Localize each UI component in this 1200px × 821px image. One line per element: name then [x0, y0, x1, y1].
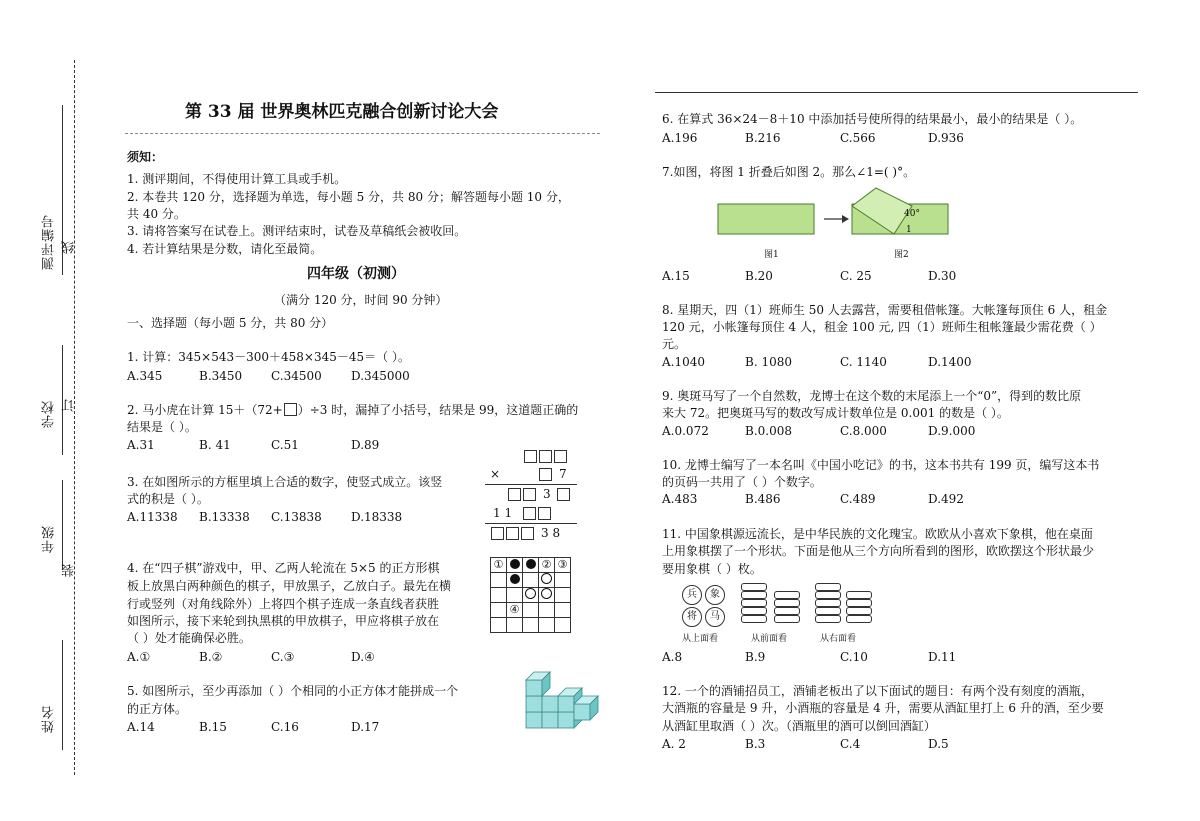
- chess-piece-bing: 兵: [682, 585, 702, 605]
- chess-piece-ma: 马: [705, 607, 725, 627]
- piece-side: [774, 591, 800, 599]
- q4-opt-d: D.④: [351, 650, 375, 664]
- q4-text-2: 板上放黑白两种颜色的棋子，甲放黑子，乙放白子。最先在横: [127, 579, 452, 593]
- grade-underline: [62, 480, 63, 570]
- board-cell: [555, 573, 571, 588]
- piece-side: [815, 599, 841, 607]
- name-label: 姓名: [42, 705, 57, 733]
- board-cell: [523, 618, 539, 633]
- q10-opt-c: C.489: [840, 492, 876, 506]
- board-cell: [539, 603, 555, 618]
- grade-label: 年级: [42, 525, 57, 553]
- board-cell: [523, 558, 539, 573]
- id-label: 测评编号: [42, 214, 57, 270]
- score-time: （满分 120 分，时间 90 分钟）: [274, 293, 448, 307]
- piece-side: [846, 615, 872, 623]
- q3-text-2: 式的积是（ ）。: [127, 492, 209, 506]
- q11-opt-b: B.9: [745, 650, 766, 664]
- q12-opt-d: D.5: [928, 737, 949, 751]
- name-underline: [62, 640, 63, 750]
- q4-text: 4. 在“四子棋”游戏中，甲、乙两人轮流在 5×5 的正方形棋: [127, 561, 440, 575]
- board-cell: [523, 603, 539, 618]
- ding-mark: 订: [62, 398, 77, 412]
- digit-box: [491, 527, 504, 540]
- board-cell: [539, 618, 555, 633]
- cube-stack-figure: [524, 668, 606, 732]
- q10-text: 10. 龙博士编写了一本名叫《中国小吃记》的书，这本书共有 199 页，编写这本书: [662, 458, 1100, 472]
- digit-box: [523, 507, 536, 520]
- q11-text-3: 要用象棋（ ）枚。: [662, 562, 762, 576]
- view-front-caption: 从前面看: [751, 634, 788, 644]
- white-stone: [541, 588, 552, 599]
- digit-box: [506, 527, 519, 540]
- piece-side: [741, 607, 767, 615]
- q2-opt-c: C.51: [271, 438, 299, 452]
- q7-opt-a: A.15: [662, 269, 690, 283]
- angle-40-label: 40°: [904, 209, 920, 219]
- q9-opt-d: D.9.000: [928, 424, 976, 438]
- q9-opt-c: C.8.000: [840, 424, 887, 438]
- piece-side: [846, 607, 872, 615]
- digit-box: [554, 450, 567, 463]
- notice-2: 2. 本卷共 120 分，选择题为单选，每小题 5 分，共 80 分；解答题每小题 10 分，: [127, 190, 570, 204]
- q8-text-3: 元。: [662, 337, 687, 351]
- q12-opt-a: A. 2: [662, 737, 686, 751]
- piece-side: [774, 615, 800, 623]
- title-dashed-rule: [125, 133, 600, 134]
- q4-opt-a: A.①: [127, 650, 151, 664]
- q3-opt-b: B.13338: [199, 510, 250, 524]
- q3-opt-d: D.18338: [351, 510, 403, 524]
- piece-side: [774, 599, 800, 607]
- q12-opt-c: C.4: [840, 737, 861, 751]
- black-stone: [526, 559, 536, 569]
- q1-text: 1. 计算：345×543－300＋458×345－45＝（ ）。: [127, 350, 410, 364]
- q5-text-2: 的正方体。: [127, 702, 188, 716]
- board-cell: [523, 573, 539, 588]
- digit-box: [539, 450, 552, 463]
- q7-opt-b: B.20: [745, 269, 773, 283]
- q12-opt-b: B.3: [745, 737, 766, 751]
- piece-side: [815, 607, 841, 615]
- q9-opt-a: A.0.072: [662, 424, 709, 438]
- blank-box: [284, 403, 297, 416]
- q4-opt-c: C.③: [271, 650, 295, 664]
- q12-text: 12. 一个的酒铺招员工，酒铺老板出了以下面试的题目：有两个没有刻度的酒瓶，: [662, 684, 1093, 698]
- notice-4: 4. 若计算结果是分数，请化至最简。: [127, 242, 323, 256]
- q9-text: 9. 奥斑马写了一个自然数，龙博士在这个数的末尾添上一个“0”，得到的数比原: [662, 389, 1082, 403]
- view-right-caption: 从右面看: [820, 634, 857, 644]
- q11-opt-d: D.11: [928, 650, 957, 664]
- digit-box: [523, 488, 536, 501]
- chess-piece-jiang: 将: [682, 607, 702, 627]
- q8-opt-a: A.1040: [662, 355, 706, 369]
- digit-7: 7: [559, 467, 567, 481]
- times-sign: ×: [490, 467, 501, 481]
- notice-title: 须知：: [127, 150, 164, 164]
- board-cell: [491, 618, 507, 633]
- q10-opt-b: B.486: [745, 492, 781, 506]
- q5-opt-a: A.14: [127, 720, 155, 734]
- digit-3: 3: [543, 487, 551, 501]
- digit-box: [557, 488, 570, 501]
- q4-text-4: 如图所示，接下来轮到执黑棋的甲放棋子，甲应将棋子放在: [127, 614, 440, 628]
- piece-side: [846, 599, 872, 607]
- digit-box: [521, 527, 534, 540]
- notice-2b: 共 40 分。: [127, 207, 186, 221]
- piece-side: [846, 591, 872, 599]
- q10-opt-d: D.492: [928, 492, 964, 506]
- white-stone: [525, 588, 536, 599]
- q9-text-2: 来大 72。把奥斑马写的数改写成计数单位是 0.001 的数是（ ）。: [662, 406, 1009, 420]
- go-board: [490, 557, 571, 633]
- board-cell: [555, 618, 571, 633]
- q8-text-2: 120 元，小帐篷每顶住 4 人，租金 100 元, 四（1）班师生租帐篷最少需花费（ ）: [662, 320, 1102, 334]
- chess-piece-xiang: 象: [705, 585, 725, 605]
- q9-opt-b: B.0.008: [745, 424, 792, 438]
- q6-opt-b: B.216: [745, 131, 781, 145]
- piece-side: [741, 615, 767, 623]
- q12-text-3: 从酒缸里取酒（ ）次。（酒瓶里的酒可以倒回酒缸）: [662, 719, 936, 733]
- digit-box: [524, 450, 537, 463]
- piece-side: [774, 607, 800, 615]
- binding-dashed-line: [74, 60, 75, 775]
- product-rule-1: [485, 484, 577, 485]
- fig2-caption: 图2: [894, 250, 909, 260]
- digit-box: [539, 468, 552, 481]
- q10-text-2: 的页码一共用了（ ）个数字。: [662, 475, 822, 489]
- q5-text: 5. 如图所示，至少再添加（ ）个相同的小正方体才能拼成一个: [127, 684, 459, 698]
- school-label: 学校: [42, 400, 57, 428]
- mark-4: ④: [507, 603, 523, 618]
- q6-opt-c: C.566: [840, 131, 876, 145]
- mark-3: ③: [555, 558, 571, 573]
- q6-opt-a: A.196: [662, 131, 698, 145]
- q2-text-2: 结果是（ ）。: [127, 420, 197, 434]
- piece-side: [741, 599, 767, 607]
- q12-text-2: 大酒瓶的容量是 9 升，小酒瓶的容量是 4 升，需要从酒缸里打上 6 升的酒，至少要: [662, 701, 1104, 715]
- multiplication-figure: [485, 448, 580, 543]
- digits-38: 3 8: [541, 526, 561, 540]
- angle-1-label: 1: [906, 225, 912, 235]
- q7-opt-d: D.30: [928, 269, 957, 283]
- board-cell: [523, 588, 539, 603]
- zhuang-mark: 装: [62, 563, 77, 577]
- digits-11: 1 1: [493, 506, 513, 520]
- piece-side: [815, 591, 841, 599]
- q1-opt-b: B.3450: [199, 369, 243, 383]
- q11-text: 11. 中国象棋源远流长，是中华民族的文化瑰宝。欧欧从小喜欢下象棋，他在桌面: [662, 527, 1093, 541]
- q2-opt-a: A.31: [127, 438, 155, 452]
- product-rule-2: [485, 523, 577, 524]
- black-stone: [510, 574, 520, 584]
- piece-side: [741, 583, 767, 591]
- board-cell: [507, 588, 523, 603]
- q2-opt-b: B. 41: [199, 438, 231, 452]
- q5-opt-c: C.16: [271, 720, 299, 734]
- q2-opt-d: D.89: [351, 438, 380, 452]
- q8-opt-b: B. 1080: [745, 355, 792, 369]
- q5-opt-d: D.17: [351, 720, 380, 734]
- q2-text: [127, 403, 578, 418]
- q8-opt-d: D.1400: [928, 355, 972, 369]
- black-stone: [510, 559, 520, 569]
- q3-opt-c: C.13838: [271, 510, 322, 524]
- board-cell: [539, 588, 555, 603]
- board-cell: [539, 573, 555, 588]
- board-cell: [507, 573, 523, 588]
- q8-opt-c: C. 1140: [840, 355, 887, 369]
- mark-2: ②: [539, 558, 555, 573]
- q1-opt-a: A.345: [127, 369, 163, 383]
- top-rule: [655, 92, 1138, 93]
- q11-opt-c: C.10: [840, 650, 868, 664]
- q11-opt-a: A.8: [662, 650, 683, 664]
- q8-text: 8. 星期天，四（1）班师生 50 人去露营，需要租借帐篷。大帐篷每顶住 6 人，租金: [662, 303, 1108, 317]
- q4-text-3: 行或竖列（对角线除外）上将四个棋子连成一条直线者获胜: [127, 597, 440, 611]
- piece-side: [815, 583, 841, 591]
- q3-text: 3. 在如图所示的方框里填上合适的数字，使竖式成立。该竖: [127, 475, 443, 489]
- page-title: 第 33 届 世界奥林匹克融合创新讨论大会: [185, 102, 499, 122]
- q6-opt-d: D.936: [928, 131, 964, 145]
- piece-side: [741, 591, 767, 599]
- q2-text-b: ）÷3 时，漏掉了小括号，结果是 99，这道题正确的: [297, 403, 579, 417]
- q1-opt-d: D.345000: [351, 369, 410, 383]
- q5-opt-b: B.15: [199, 720, 227, 734]
- board-cell: [507, 558, 523, 573]
- fig1-caption: 图1: [764, 250, 779, 260]
- q3-opt-a: A.11338: [127, 510, 178, 524]
- notice-3: 3. 请将答案写在试卷上。测评结束时，试卷及草稿纸会被收回。: [127, 224, 467, 238]
- digit-box: [538, 507, 551, 520]
- board-cell: [555, 603, 571, 618]
- q7-text: 7.如图，将图 1 折叠后如图 2。那么∠1=( )°。: [662, 165, 916, 179]
- section-heading: 一、选择题（每小题 5 分，共 80 分）: [127, 316, 334, 330]
- grade-title: 四年级（初测）: [307, 266, 405, 282]
- q7-opt-c: C. 25: [840, 269, 872, 283]
- board-cell: [491, 603, 507, 618]
- q11-text-2: 上用象棋摆了一个形状。下面是他从三个方向所看到的图形，欧欧摆这个形状最少: [662, 544, 1095, 558]
- mark-1: ①: [491, 558, 507, 573]
- q10-opt-a: A.483: [662, 492, 698, 506]
- q1-opt-c: C.34500: [271, 369, 322, 383]
- piece-side: [815, 615, 841, 623]
- notice-1: 1. 测评期间，不得使用计算工具或手机。: [127, 172, 347, 186]
- board-cell: [555, 588, 571, 603]
- q4-opt-b: B.②: [199, 650, 223, 664]
- q4-text-5: （ ）处才能确保必胜。: [127, 631, 251, 645]
- board-cell: [507, 618, 523, 633]
- line-mark: 线: [62, 240, 77, 254]
- digit-box: [508, 488, 521, 501]
- board-cell: [491, 573, 507, 588]
- view-top-caption: 从上面看: [682, 634, 719, 644]
- q6-text: 6. 在算式 36×24－8＋10 中添加括号使所得的结果最小，最小的结果是（ ）。: [662, 112, 1083, 126]
- q2-text-a: 2. 马小虎在计算 15＋（72+: [127, 403, 283, 417]
- board-cell: [491, 588, 507, 603]
- white-stone: [541, 573, 552, 584]
